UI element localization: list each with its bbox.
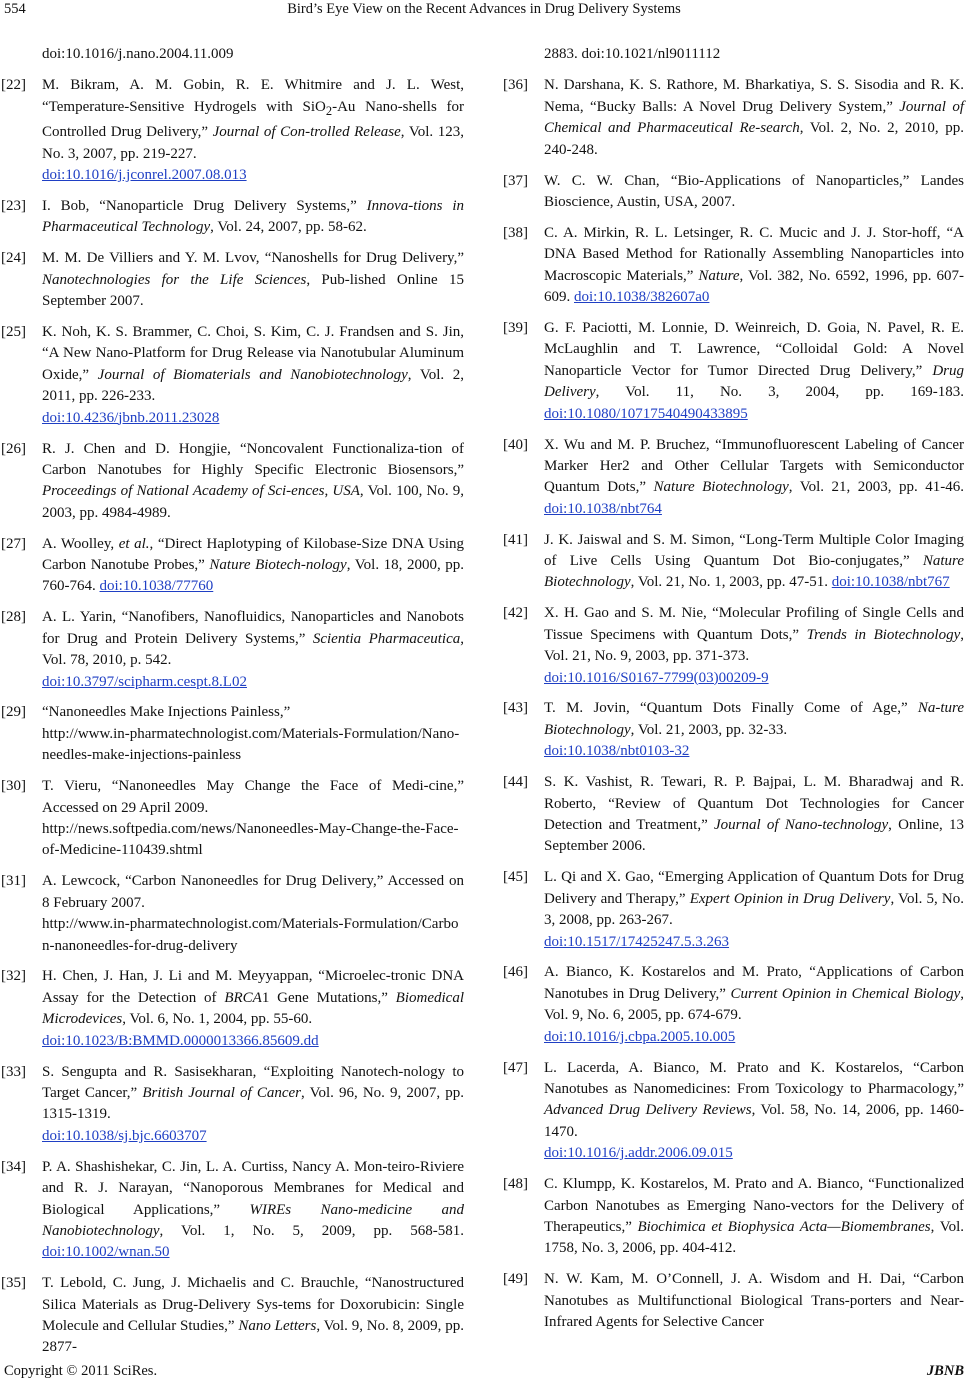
- continued-reference: [42, 44, 464, 65]
- reference-number: [27]: [1, 535, 26, 552]
- reference-item: [1, 439, 465, 525]
- doi-link[interactable]: doi:10.1021/nl9011112: [581, 46, 721, 62]
- url-text: http://www.in-pharmatechnologist.com/Materials-Formulation/Nano-needles-make-injections-painless: [42, 725, 460, 764]
- reference-item: [1, 196, 464, 239]
- journal-abbreviation: JBNB: [926, 1363, 964, 1379]
- reference-number: [35]: [1, 1275, 26, 1292]
- reference-body: [544, 1269, 964, 1333]
- doi-link[interactable]: doi:10.1038/nbt0103-32: [544, 743, 690, 760]
- reference-number: [26]: [1, 440, 26, 457]
- reference-number: [32]: [1, 968, 26, 985]
- reference-body: [42, 966, 464, 1052]
- journal-title: WIREs Nano-medicine and Nanobiotechnology: [42, 1201, 464, 1239]
- reference-text: S. K. Vashist, R. Tewari, R. P. Bajpai, L. M. Bharadwaj and R. Roberto, “Review of Quantum Dot Technologies for Cancer Detection and Treatment,”: [544, 774, 964, 833]
- reference-number: [34]: [1, 1158, 26, 1175]
- journal-title: Journal of Biomaterials and Nanobiotechnology: [97, 366, 408, 383]
- reference-text: , Vol. 96, No. 9, 2007, pp. 1315-1319.: [42, 1084, 465, 1123]
- reference-text: , Vol. 1758, No. 3, 2006, pp. 404-412.: [544, 1218, 965, 1257]
- journal-title: Scientia Pharmaceutica: [312, 630, 461, 647]
- reference-item: [1, 776, 464, 862]
- reference-item: [503, 1058, 965, 1165]
- reference-text: , Vol. 18, 2000, pp. 760-764.: [42, 557, 465, 595]
- reference-number: [25]: [1, 323, 26, 340]
- reference-number: [42]: [503, 605, 528, 622]
- reference-item: [503, 772, 964, 858]
- reference-text: X. H. Gao and S. M. Nie, “Molecular Profiling of Single Cells and Tissue Specimens with Quantum Dots,”: [544, 605, 964, 643]
- journal-title: British Journal of Cancer: [142, 1084, 301, 1101]
- journal-title: Journal of Con-trolled Release: [212, 124, 401, 141]
- reference-text: , Vol. 21, No. 9, 2003, pp. 371-373.: [544, 626, 964, 665]
- reference-number: [30]: [1, 778, 26, 795]
- reference-text: K. Noh, K. S. Brammer, C. Choi, S. Kim, C. J. Frandsen and S. Jin, “A New Nano-Platform for Drug Release via Nanotubular Aluminum Oxide,”: [42, 323, 464, 383]
- reference-body: [42, 1157, 464, 1264]
- page-number: 554: [4, 1, 26, 17]
- reference-number: [22]: [1, 77, 26, 94]
- reference-number: [44]: [503, 774, 528, 791]
- reference-text: , Vol. 24, 2007, pp. 58-62.: [210, 219, 367, 236]
- reference-body: [544, 962, 964, 1048]
- reference-number: [41]: [503, 531, 528, 548]
- reference-number: [33]: [1, 1063, 26, 1080]
- running-header: [0, 0, 968, 22]
- reference-number: [29]: [1, 704, 26, 721]
- reference-item: [1, 1062, 465, 1148]
- reference-item: [503, 223, 964, 309]
- reference-number: [40]: [503, 436, 528, 453]
- journal-title: Journal of Nano-technology: [714, 817, 889, 833]
- reference-item: [1, 534, 465, 598]
- reference-text: T. Lebold, C. Jung, J. Michaelis and C. Brauchle, “Nanostructured Silica Materials as Drug-Delivery Sys-tems for Doxorubicin: Single Molecule and Cellular Studies,”: [42, 1275, 464, 1335]
- reference-number: [37]: [503, 172, 528, 189]
- reference-body: [42, 322, 464, 429]
- doi-link[interactable]: doi:10.1016/j.cbpa.2005.10.005: [544, 1028, 736, 1045]
- journal-title: Journal of Chemical and Pharmaceutical Re-search: [544, 98, 964, 137]
- reference-body: [42, 534, 464, 598]
- reference-text: , Vol. 58, No. 14, 2006, pp. 1460-1470.: [544, 1102, 965, 1140]
- reference-item: [503, 698, 964, 762]
- reference-text: W. C. W. Chan, “Bio-Applications of Nanoparticles,” Landes Bioscience, Austin, USA, 2007.: [544, 172, 964, 210]
- left-column: [1, 44, 465, 1368]
- reference-body: [544, 171, 964, 214]
- reference-text: A. Woolley,: [42, 535, 119, 552]
- copyright-notice: Copyright © 2011 SciRes.: [4, 1363, 158, 1379]
- reference-text: , Vol. 21, 2003, pp. 32-33.: [630, 721, 788, 738]
- reference-list-left: [1, 75, 465, 1358]
- reference-text: , Vol. 11, No. 3, 2004, pp. 169-183.: [595, 384, 964, 401]
- reference-text: , Vol. 9, No. 6, 2005, pp. 674-679.: [544, 985, 964, 1024]
- et-al-text: et al.: [118, 535, 150, 552]
- reference-text: M. Bikram, A. M. Gobin, R. E. Whitmire and J. L. West, “Temperature-Sensitive Hydrogels with SiO: [42, 77, 464, 115]
- reference-number: [48]: [503, 1176, 528, 1193]
- reference-text: , Vol. 78, 2010, p. 542.: [42, 630, 464, 669]
- reference-item: [503, 318, 964, 425]
- reference-item: [503, 171, 964, 214]
- journal-title: Proceedings of National Academy of Sci-ences: [42, 483, 325, 500]
- reference-body: [544, 698, 964, 762]
- doi-link[interactable]: doi:10.1517/17425247.5.3.263: [544, 933, 730, 950]
- doi-link[interactable]: doi:10.1016/j.nano.2004.11.009: [42, 46, 234, 62]
- reference-body: [544, 1174, 964, 1260]
- reference-body: [42, 871, 464, 957]
- reference-text: , Vol. 382, No. 6592, 1996, pp. 607-609.: [544, 267, 964, 306]
- reference-text: , Vol. 100, No. 9, 2003, pp. 4984-4989.: [42, 483, 465, 521]
- url-text: http://news.softpedia.com/news/Nanoneedles-May-Change-the-Face-of-Medicine-110439.shtml: [42, 821, 459, 859]
- reference-text: , “Direct Haplotyping of Kilobase-Size DNA Using Carbon Nanotube Probes,”: [42, 535, 464, 574]
- journal-title: Biomedical Microdevices: [42, 989, 464, 1028]
- reference-body: [544, 530, 964, 594]
- reference-number: [24]: [1, 250, 26, 267]
- journal-title: Nature Biotechnology: [653, 479, 789, 496]
- subscript-text: 2: [325, 103, 333, 118]
- reference-item: [1, 1157, 464, 1264]
- journal-title: Nature Biotechnology: [544, 553, 964, 591]
- reference-text: “Nanoneedles Make Injections Painless,”: [42, 704, 291, 721]
- reference-text: 2883.: [544, 46, 582, 62]
- reference-item: [1, 248, 464, 312]
- reference-body: [42, 1273, 464, 1359]
- reference-body: [544, 223, 964, 309]
- running-title: Bird’s Eye View on the Recent Advances in Drug Delivery Systems: [287, 1, 681, 17]
- reference-number: [28]: [1, 609, 26, 626]
- reference-item: [503, 1269, 964, 1333]
- reference-text: , Vol. 2, No. 2, 2010, pp. 240-248.: [544, 120, 964, 158]
- reference-body: [42, 607, 464, 693]
- reference-text: C. Klumpp, K. Kostarelos, M. Prato and A. Bianco, “Functionalized Carbon Nanotubes as Emerging Nano-vectors for the Delivery of Therapeutics,”: [544, 1176, 964, 1235]
- reference-item: [503, 530, 964, 594]
- reference-body: [42, 248, 464, 312]
- journal-title: Trends in Biotechnology: [806, 626, 961, 643]
- reference-item: [503, 867, 965, 953]
- reference-text: , Vol. 21, 2003, pp. 41-46.: [788, 479, 964, 496]
- reference-item: [1, 1273, 464, 1359]
- journal-title: Na-ture Biotechnology: [544, 700, 964, 738]
- reference-text: N. Darshana, K. S. Rathore, M. Bharkatiya, S. S. Sisodia and R. K. Nema, “Bucky Balls: A Novel Drug Delivery System,”: [544, 77, 964, 115]
- reference-body: [42, 439, 464, 525]
- reference-item: [1, 871, 464, 957]
- reference-number: [45]: [503, 869, 528, 886]
- reference-text: A. L. Yarin, “Nanofibers, Nanofluidics, Nanoparticles and Nanobots for Drug and Protein Delivery Systems,”: [42, 609, 464, 647]
- reference-text: , Vol. 6, No. 1, 2004, pp. 55-60.: [122, 1011, 313, 1028]
- reference-text: H. Chen, J. Han, J. Li and M. Meyyappan, “Microelec-tronic DNA Assay for the Detection of: [42, 968, 464, 1006]
- reference-text: , Vol. 9, No. 8, 2009, pp. 2877-: [42, 1318, 464, 1356]
- reference-text: L. Qi and X. Gao, “Emerging Application of Quantum Dots for Drug Delivery and Therapy,”: [544, 869, 964, 907]
- reference-body: [544, 603, 964, 689]
- reference-body: [544, 75, 964, 161]
- journal-title: Current Opinion in Chemical Biology: [730, 985, 961, 1002]
- gene-name: BRCA: [224, 989, 262, 1006]
- reference-text: C. A. Mirkin, R. L. Letsinger, R. C. Mucic and J. J. Stor-hoff, “A DNA Based Method for Rationally Assembling Nanoparticles into Macroscopic Materials,”: [544, 224, 964, 284]
- journal-title: Nature: [698, 267, 740, 284]
- continued-reference: [544, 44, 964, 65]
- reference-number: [31]: [1, 873, 26, 890]
- reference-text: , Vol. 1, No. 5, 2009, pp. 568-581.: [159, 1222, 464, 1239]
- reference-body: [544, 772, 964, 858]
- reference-item: [1, 607, 464, 693]
- reference-body: [42, 196, 464, 239]
- reference-text: S. Sengupta and R. Sasisekharan, “Exploiting Nanotech-nology to Target Cancer,”: [42, 1063, 464, 1101]
- journal-title: Nature Biotech-nology: [209, 557, 347, 574]
- reference-number: [43]: [503, 700, 528, 717]
- reference-body: [42, 776, 464, 862]
- journal-title: Expert Opinion in Drug Delivery: [689, 890, 891, 907]
- reference-number: [38]: [503, 224, 528, 241]
- reference-text: N. W. Kam, M. O’Connell, J. A. Wisdom and H. Dai, “Carbon Nanotubes as Multifunctional Biological Trans-porters and Near-Infrared Agents for Selective Cancer: [544, 1271, 964, 1331]
- reference-item: [503, 962, 964, 1048]
- reference-text: , Vol. 123, No. 3, 2007, pp. 219-227.: [42, 124, 464, 162]
- reference-number: [46]: [503, 964, 528, 981]
- reference-number: [39]: [503, 319, 528, 336]
- doi-link[interactable]: doi:10.1038/382607a0: [574, 289, 710, 306]
- reference-text: P. A. Shashishekar, C. Jin, L. A. Curtiss, Nancy A. Mon-teiro-Riviere and R. J. Narayan, “Nanoporous Membranes for Medical and Biological Applications,”: [42, 1158, 464, 1218]
- doi-link[interactable]: doi:10.1016/S0167-7799(03)00209-9: [544, 669, 769, 686]
- doi-link[interactable]: doi:10.1038/nbt764: [544, 500, 662, 517]
- reference-text: , Pub-lished Online 15 September 2007.: [42, 271, 464, 310]
- reference-item: [503, 603, 964, 689]
- reference-text: A. Bianco, K. Kostarelos and M. Prato, “Applications of Carbon Nanotubes in Drug Delivery,”: [544, 964, 964, 1002]
- doi-link[interactable]: doi:10.1016/j.jconrel.2007.08.013: [42, 167, 247, 184]
- reference-text: ,: [324, 483, 333, 500]
- doi-link[interactable]: doi:10.1080/10717540490433895: [544, 405, 748, 422]
- doi-link[interactable]: doi:10.3797/scipharm.cespt.8.L02: [42, 673, 247, 690]
- reference-body: [544, 318, 964, 425]
- journal-title: Nanotechnologies for the Life Sciences: [42, 271, 307, 288]
- reference-list-right: [503, 75, 965, 1333]
- doi-link[interactable]: doi:10.1002/wnan.50: [42, 1244, 170, 1261]
- reference-text: M. M. De Villiers and Y. M. Lvov, “Nanoshells for Drug Delivery,”: [42, 250, 464, 267]
- reference-text: G. F. Paciotti, M. Lonnie, D. Weinreich, D. Goia, N. Pavel, R. E. McLaughlin and T. Lawrence, “Colloidal Gold: A Novel Nanoparticle Vector for Tumor Directed Drug Delivery,”: [544, 319, 964, 379]
- reference-item: [503, 435, 964, 521]
- journal-title: USA: [332, 483, 360, 500]
- reference-item: [1, 75, 464, 186]
- reference-number: [36]: [503, 77, 528, 94]
- doi-link[interactable]: doi:10.1038/sj.bjc.6603707: [42, 1127, 207, 1144]
- reference-body: [42, 75, 464, 186]
- doi-link[interactable]: doi:10.1016/j.addr.2006.09.015: [544, 1145, 733, 1162]
- journal-title: Nano Letters: [238, 1318, 317, 1335]
- reference-item: [503, 1174, 965, 1260]
- reference-text: , Vol. 5, No. 3, 2008, pp. 263-267.: [544, 890, 965, 929]
- url-text: http://www.in-pharmatechnologist.com/Materials-Formulation/Carbon-nanoneedles-for-drug-delivery: [42, 916, 459, 954]
- reference-number: [47]: [503, 1059, 528, 1076]
- reference-number: [23]: [1, 197, 26, 214]
- reference-body: [544, 435, 964, 521]
- journal-title: Biochimica et Biophysica Acta—Biomembranes: [637, 1218, 931, 1235]
- reference-text: L. Lacerda, A. Bianco, M. Prato and K. Kostarelos, “Carbon Nanotubes as Nanomedicines: From Toxicology to Pharmacology,”: [544, 1059, 964, 1097]
- reference-body: [544, 867, 964, 953]
- reference-text: , Vol. 21, No. 1, 2003, pp. 47-51.: [630, 574, 832, 591]
- reference-item: [1, 702, 464, 766]
- reference-text: , Online, 13 September 2006.: [544, 817, 964, 855]
- journal-title: Advanced Drug Delivery Reviews: [544, 1102, 752, 1119]
- journal-title: Innova-tions in Pharmaceutical Technology: [42, 197, 464, 236]
- reference-text: -Au Nano-shells for Controlled Drug Delivery,”: [42, 98, 464, 141]
- right-column: [503, 44, 965, 1343]
- reference-number: [49]: [503, 1271, 528, 1288]
- reference-body: [42, 1062, 464, 1148]
- journal-title: Drug Delivery: [544, 362, 964, 401]
- reference-text: 1 Gene Mutations,”: [261, 989, 396, 1006]
- reference-text: A. Lewcock, “Carbon Nanoneedles for Drug Delivery,” Accessed on 8 February 2007.: [42, 873, 464, 911]
- reference-item: [1, 966, 464, 1052]
- reference-text: X. Wu and M. P. Bruchez, “Immunofluorescent Labeling of Cancer Marker Her2 and Other Cellular Targets with Semiconductor Quantum Dots,”: [544, 436, 964, 496]
- reference-text: I. Bob, “Nanoparticle Drug Delivery Systems,”: [42, 197, 367, 214]
- reference-body: [42, 702, 464, 766]
- reference-body: [544, 1058, 964, 1165]
- reference-text: T. Vieru, “Nanoneedles May Change the Face of Medi-cine,” Accessed on 29 April 2009.: [42, 778, 464, 816]
- doi-link[interactable]: doi:10.1038/nbt767: [831, 574, 950, 591]
- doi-link[interactable]: doi:10.4236/jbnb.2011.23028: [42, 409, 220, 426]
- reference-text: J. K. Jaiswal and S. M. Simon, “Long-Term Multiple Color Imaging of Live Cells Using Quantum Dot Bio-conjugates,”: [544, 531, 964, 570]
- reference-text: , Vol. 2, 2011, pp. 226-233.: [42, 366, 465, 405]
- reference-item: [503, 75, 964, 161]
- reference-item: [1, 322, 465, 429]
- doi-link[interactable]: doi:10.1023/B:BMMD.0000013366.85609.dd: [42, 1032, 319, 1049]
- doi-link[interactable]: doi:10.1038/77760: [99, 578, 214, 595]
- reference-text: R. J. Chen and D. Hongjie, “Noncovalent Functionaliza-tion of Carbon Nanotubes for Highly Specific Electronic Biosensors,”: [42, 440, 464, 478]
- reference-text: T. M. Jovin, “Quantum Dots Finally Come of Age,”: [544, 700, 918, 717]
